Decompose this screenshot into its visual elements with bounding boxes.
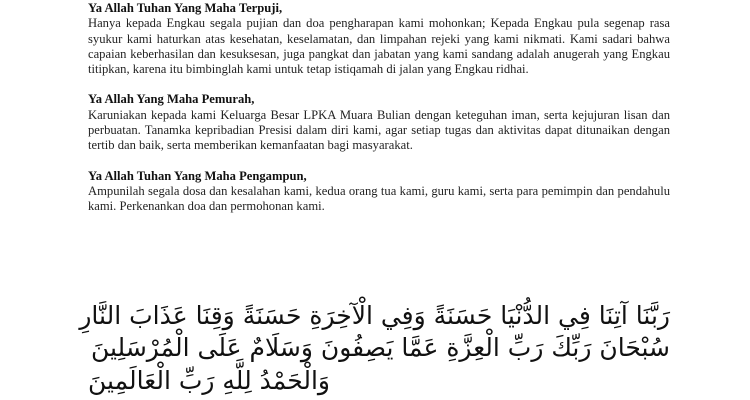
arabic-verse-line: رَبَّنَا آتِنَا فِي الدُّنْيَا حَسَنَةً وَفِي الْآخِرَةِ حَسَنَةً وَقِنَا عَذَابَ النَّارِ (79, 301, 670, 330)
section-paragraph: Hanya kepada Engkau segala pujian dan doa pengharapan kami mohonkan; Kepada Engkau pula segenap rasa syukur kami haturkan atas kesehatan, keselamatan, dan limpahan rejeki yang kami nikmati. Kami sadari bahwa capaian keberhasilan dan kesuksesan, juga pangkat dan jabatan yang kami sandang adalah anugerah yang Engkau titipkan, karena itu bimbinglah kami untuk tetap istiqamah di jalan yang Engkau ridhai. (88, 16, 670, 77)
section-heading: Ya Allah Tuhan Yang Maha Pengampun, (88, 168, 307, 183)
section-heading: Ya Allah Yang Maha Pemurah, (88, 92, 255, 107)
section-heading: Ya Allah Tuhan Yang Maha Terpuji, (88, 1, 283, 15)
arabic-verse-line: سُبْحَانَ رَبِّكَ رَبِّ الْعِزَّةِ عَمَّا يَصِفُونَ وَسَلَامٌ عَلَى الْمُرْسَلِينَ (90, 333, 670, 362)
section-paragraph: Karuniakan kepada kami Keluarga Besar LPKA Muara Bulian dengan keteguhan iman, serta kejujuran lisan dan perbuatan. Tanamka kepribadian Presisi dalam diri kami, agar setiap tugas dan aktivitas dapat ditunaikan dengan tertib dan baik, serta memberikan kemanfaatan bagi masyarakat. (88, 107, 670, 153)
prayer-section (88, 169, 670, 215)
arabic-verse-line: وَالْحَمْدُ لِلَّهِ رَبِّ الْعَالَمِينَ (88, 366, 330, 395)
document-body (88, 1, 670, 230)
section-paragraph: Ampunilah segala dosa dan kesalahan kami, kedua orang tua kami, guru kami, serta para pemimpin dan pendahulu kami. Perkenankan doa dan permohonan kami. (88, 183, 670, 214)
prayer-section (88, 92, 670, 153)
prayer-section (88, 1, 670, 77)
